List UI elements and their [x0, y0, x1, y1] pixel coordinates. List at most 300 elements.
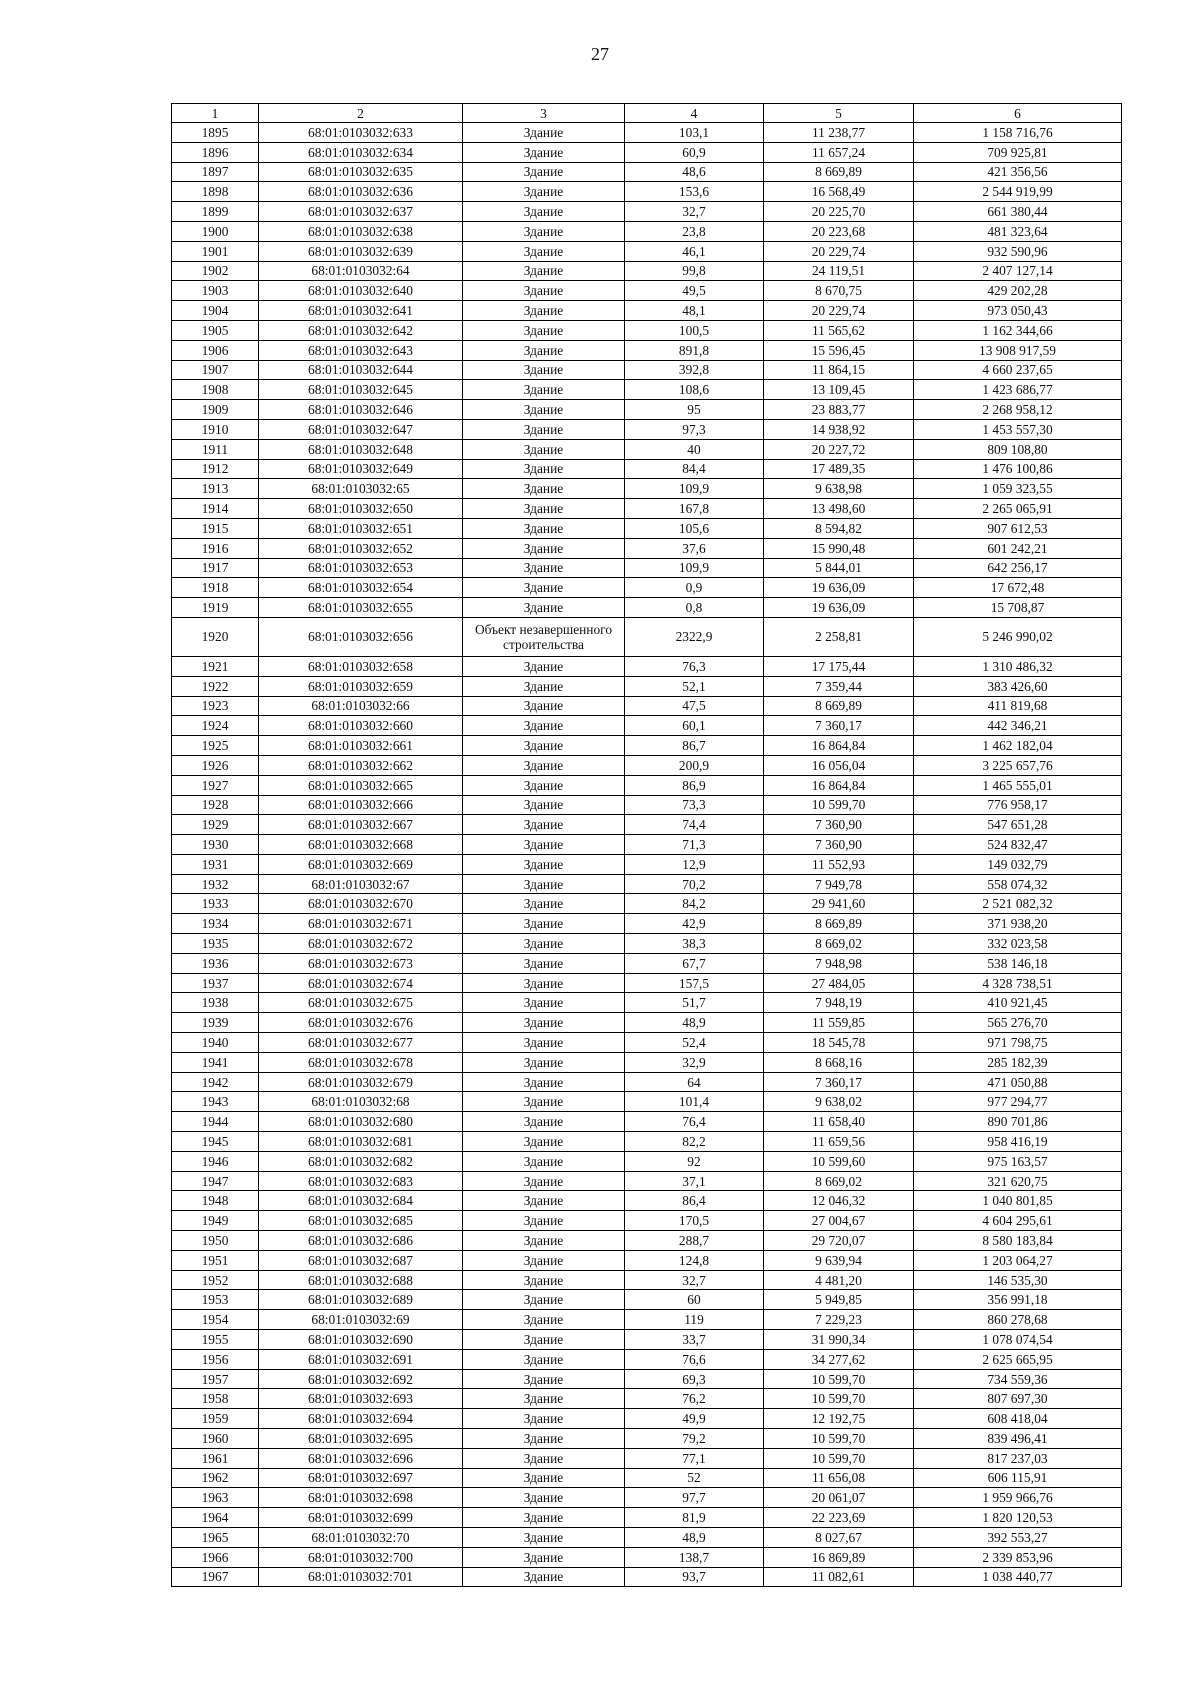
row-number-cell: 1954: [172, 1310, 259, 1330]
cadastral-value-cell: 776 958,17: [914, 795, 1122, 815]
unit-value-cell: 11 552,93: [764, 854, 914, 874]
table-row: [172, 835, 1122, 855]
object-type-cell: Здание: [463, 1310, 625, 1330]
object-type-cell: Здание: [463, 894, 625, 914]
object-type-cell: Здание: [463, 1171, 625, 1191]
area-cell: 48,9: [625, 1527, 764, 1547]
cadastral-value-cell: 1 310 486,32: [914, 656, 1122, 676]
object-type-cell: Здание: [463, 1389, 625, 1409]
object-type-cell: Здание: [463, 518, 625, 538]
table-row: [172, 301, 1122, 321]
table-row: [172, 1369, 1122, 1389]
cadastral-value-cell: 1 476 100,86: [914, 459, 1122, 479]
row-number-cell: 1964: [172, 1508, 259, 1528]
object-type-cell: Здание: [463, 775, 625, 795]
area-cell: 108,6: [625, 380, 764, 400]
area-cell: 69,3: [625, 1369, 764, 1389]
col-4-header: 4: [625, 104, 764, 123]
row-number-cell: 1904: [172, 301, 259, 321]
object-type-cell: Здание: [463, 1270, 625, 1290]
row-number-cell: 1931: [172, 854, 259, 874]
table-row: [172, 1409, 1122, 1429]
object-type-cell: Здание: [463, 676, 625, 696]
object-type-cell: Здание: [463, 598, 625, 618]
table-row: [172, 656, 1122, 676]
row-number-cell: 1902: [172, 261, 259, 281]
cadastral-table: [171, 103, 1122, 1587]
object-type-cell: Здание: [463, 162, 625, 182]
unit-value-cell: 16 568,49: [764, 182, 914, 202]
row-number-cell: 1895: [172, 123, 259, 143]
table-row: [172, 142, 1122, 162]
unit-value-cell: 11 659,56: [764, 1132, 914, 1152]
area-cell: 170,5: [625, 1211, 764, 1231]
cadastral-number-cell: 68:01:0103032:674: [259, 973, 463, 993]
object-type-cell: Здание: [463, 142, 625, 162]
unit-value-cell: 8 669,89: [764, 162, 914, 182]
row-number-cell: 1960: [172, 1429, 259, 1449]
area-cell: 0,9: [625, 578, 764, 598]
object-type-cell: Здание: [463, 499, 625, 519]
cadastral-value-cell: 356 991,18: [914, 1290, 1122, 1310]
cadastral-value-cell: 975 163,57: [914, 1151, 1122, 1171]
unit-value-cell: 12 046,32: [764, 1191, 914, 1211]
unit-value-cell: 8 669,02: [764, 1171, 914, 1191]
cadastral-number-cell: 68:01:0103032:641: [259, 301, 463, 321]
object-type-cell: Здание: [463, 914, 625, 934]
cadastral-value-cell: 1 423 686,77: [914, 380, 1122, 400]
object-type-cell: Здание: [463, 261, 625, 281]
object-type-cell: Здание: [463, 973, 625, 993]
area-cell: 0,8: [625, 598, 764, 618]
cadastral-number-cell: 68:01:0103032:680: [259, 1112, 463, 1132]
unit-value-cell: 23 883,77: [764, 400, 914, 420]
cadastral-number-cell: 68:01:0103032:665: [259, 775, 463, 795]
unit-value-cell: 8 669,89: [764, 914, 914, 934]
cadastral-value-cell: 2 544 919,99: [914, 182, 1122, 202]
object-type-cell: Здание: [463, 1369, 625, 1389]
unit-value-cell: 15 596,45: [764, 340, 914, 360]
object-type-cell: Здание: [463, 1547, 625, 1567]
table-row: [172, 1290, 1122, 1310]
row-number-cell: 1948: [172, 1191, 259, 1211]
row-number-cell: 1926: [172, 755, 259, 775]
area-cell: 79,2: [625, 1429, 764, 1449]
area-cell: 891,8: [625, 340, 764, 360]
area-cell: 105,6: [625, 518, 764, 538]
row-number-cell: 1918: [172, 578, 259, 598]
cadastral-value-cell: 421 356,56: [914, 162, 1122, 182]
unit-value-cell: 10 599,70: [764, 1369, 914, 1389]
object-type-cell: Здание: [463, 1132, 625, 1152]
cadastral-value-cell: 661 380,44: [914, 202, 1122, 222]
unit-value-cell: 20 061,07: [764, 1488, 914, 1508]
table-row: [172, 1211, 1122, 1231]
table-row: [172, 1112, 1122, 1132]
row-number-cell: 1913: [172, 479, 259, 499]
unit-value-cell: 12 192,75: [764, 1409, 914, 1429]
cadastral-value-cell: 809 108,80: [914, 439, 1122, 459]
area-cell: 95: [625, 400, 764, 420]
cadastral-number-cell: 68:01:0103032:668: [259, 835, 463, 855]
cadastral-value-cell: 608 418,04: [914, 1409, 1122, 1429]
cadastral-number-cell: 68:01:0103032:65: [259, 479, 463, 499]
object-type-cell: Здание: [463, 459, 625, 479]
cadastral-value-cell: 17 672,48: [914, 578, 1122, 598]
object-type-cell: Здание: [463, 241, 625, 261]
unit-value-cell: 29 720,07: [764, 1231, 914, 1251]
table-row: [172, 459, 1122, 479]
table-row: [172, 934, 1122, 954]
cadastral-value-cell: 429 202,28: [914, 281, 1122, 301]
cadastral-value-cell: 392 553,27: [914, 1527, 1122, 1547]
cadastral-number-cell: 68:01:0103032:639: [259, 241, 463, 261]
table-row: [172, 123, 1122, 143]
row-number-cell: 1929: [172, 815, 259, 835]
row-number-cell: 1914: [172, 499, 259, 519]
cadastral-number-cell: 68:01:0103032:66: [259, 696, 463, 716]
unit-value-cell: 5 844,01: [764, 558, 914, 578]
table-row: [172, 1231, 1122, 1251]
area-cell: 101,4: [625, 1092, 764, 1112]
cadastral-number-cell: 68:01:0103032:645: [259, 380, 463, 400]
object-type-cell: Здание: [463, 835, 625, 855]
area-cell: 2322,9: [625, 617, 764, 656]
cadastral-number-cell: 68:01:0103032:656: [259, 617, 463, 656]
table-row: [172, 578, 1122, 598]
cadastral-number-cell: 68:01:0103032:662: [259, 755, 463, 775]
cadastral-number-cell: 68:01:0103032:698: [259, 1488, 463, 1508]
object-type-cell: Здание: [463, 1290, 625, 1310]
object-type-cell: Здание: [463, 1033, 625, 1053]
table-row: [172, 874, 1122, 894]
cadastral-number-cell: 68:01:0103032:684: [259, 1191, 463, 1211]
row-number-cell: 1953: [172, 1290, 259, 1310]
cadastral-value-cell: 4 660 237,65: [914, 360, 1122, 380]
area-cell: 48,1: [625, 301, 764, 321]
area-cell: 99,8: [625, 261, 764, 281]
area-cell: 49,9: [625, 1409, 764, 1429]
row-number-cell: 1963: [172, 1488, 259, 1508]
object-type-cell: Здание: [463, 538, 625, 558]
cadastral-value-cell: 890 701,86: [914, 1112, 1122, 1132]
col-6-header: 6: [914, 104, 1122, 123]
row-number-cell: 1952: [172, 1270, 259, 1290]
area-cell: 138,7: [625, 1547, 764, 1567]
table-row: [172, 340, 1122, 360]
cadastral-value-cell: 2 625 665,95: [914, 1349, 1122, 1369]
object-type-cell: Здание: [463, 656, 625, 676]
unit-value-cell: 2 258,81: [764, 617, 914, 656]
cadastral-value-cell: 410 921,45: [914, 993, 1122, 1013]
cadastral-value-cell: 1 462 182,04: [914, 736, 1122, 756]
cadastral-number-cell: 68:01:0103032:693: [259, 1389, 463, 1409]
unit-value-cell: 13 498,60: [764, 499, 914, 519]
row-number-cell: 1919: [172, 598, 259, 618]
row-number-cell: 1911: [172, 439, 259, 459]
area-cell: 70,2: [625, 874, 764, 894]
cadastral-number-cell: 68:01:0103032:636: [259, 182, 463, 202]
object-type-cell: Здание: [463, 1429, 625, 1449]
table-row: [172, 320, 1122, 340]
area-cell: 86,9: [625, 775, 764, 795]
cadastral-number-cell: 68:01:0103032:695: [259, 1429, 463, 1449]
table-row: [172, 360, 1122, 380]
unit-value-cell: 20 225,70: [764, 202, 914, 222]
area-cell: 84,2: [625, 894, 764, 914]
page-number: 27: [591, 44, 609, 64]
table-row: [172, 538, 1122, 558]
object-type-cell: Здание: [463, 1231, 625, 1251]
row-number-cell: 1949: [172, 1211, 259, 1231]
area-cell: 97,3: [625, 419, 764, 439]
cadastral-number-cell: 68:01:0103032:699: [259, 1508, 463, 1528]
cadastral-value-cell: 383 426,60: [914, 676, 1122, 696]
cadastral-value-cell: 709 925,81: [914, 142, 1122, 162]
cadastral-value-cell: 817 237,03: [914, 1448, 1122, 1468]
object-type-cell: Здание: [463, 736, 625, 756]
table-row: [172, 281, 1122, 301]
unit-value-cell: 8 027,67: [764, 1527, 914, 1547]
row-number-cell: 1944: [172, 1112, 259, 1132]
area-cell: 48,9: [625, 1013, 764, 1033]
cadastral-number-cell: 68:01:0103032:648: [259, 439, 463, 459]
area-cell: 82,2: [625, 1132, 764, 1152]
unit-value-cell: 14 938,92: [764, 419, 914, 439]
cadastral-value-cell: 839 496,41: [914, 1429, 1122, 1449]
cadastral-number-cell: 68:01:0103032:67: [259, 874, 463, 894]
cadastral-number-cell: 68:01:0103032:687: [259, 1250, 463, 1270]
object-type-cell: Здание: [463, 1072, 625, 1092]
area-cell: 76,2: [625, 1389, 764, 1409]
row-number-cell: 1957: [172, 1369, 259, 1389]
table-row: [172, 1488, 1122, 1508]
col-3-header: 3: [463, 104, 625, 123]
object-type-cell: Здание: [463, 1151, 625, 1171]
cadastral-number-cell: 68:01:0103032:670: [259, 894, 463, 914]
area-cell: 288,7: [625, 1231, 764, 1251]
unit-value-cell: 9 638,02: [764, 1092, 914, 1112]
area-cell: 93,7: [625, 1567, 764, 1587]
object-type-cell: Здание: [463, 716, 625, 736]
object-type-cell: Здание: [463, 1112, 625, 1132]
row-number-cell: 1941: [172, 1052, 259, 1072]
cadastral-number-cell: 68:01:0103032:675: [259, 993, 463, 1013]
row-number-cell: 1965: [172, 1527, 259, 1547]
object-type-cell: Здание: [463, 1468, 625, 1488]
table-row: [172, 1349, 1122, 1369]
object-type-cell: Здание: [463, 1330, 625, 1350]
table-row: [172, 1448, 1122, 1468]
unit-value-cell: 11 864,15: [764, 360, 914, 380]
area-cell: 119: [625, 1310, 764, 1330]
cadastral-value-cell: 411 819,68: [914, 696, 1122, 716]
unit-value-cell: 16 056,04: [764, 755, 914, 775]
cadastral-value-cell: 2 268 958,12: [914, 400, 1122, 420]
table-row: [172, 973, 1122, 993]
unit-value-cell: 11 658,40: [764, 1112, 914, 1132]
row-number-cell: 1908: [172, 380, 259, 400]
cadastral-value-cell: 1 820 120,53: [914, 1508, 1122, 1528]
unit-value-cell: 11 565,62: [764, 320, 914, 340]
row-number-cell: 1951: [172, 1250, 259, 1270]
cadastral-number-cell: 68:01:0103032:640: [259, 281, 463, 301]
cadastral-value-cell: 2 265 065,91: [914, 499, 1122, 519]
area-cell: 76,3: [625, 656, 764, 676]
table-row: [172, 1191, 1122, 1211]
cadastral-value-cell: 2 407 127,14: [914, 261, 1122, 281]
cadastral-value-cell: 2 339 853,96: [914, 1547, 1122, 1567]
area-cell: 200,9: [625, 755, 764, 775]
object-type-cell: Здание: [463, 1527, 625, 1547]
cadastral-number-cell: 68:01:0103032:672: [259, 934, 463, 954]
row-number-cell: 1909: [172, 400, 259, 420]
table-row: [172, 439, 1122, 459]
row-number-cell: 1923: [172, 696, 259, 716]
cadastral-number-cell: 68:01:0103032:652: [259, 538, 463, 558]
table-row: [172, 1092, 1122, 1112]
unit-value-cell: 20 229,74: [764, 301, 914, 321]
unit-value-cell: 16 864,84: [764, 775, 914, 795]
row-number-cell: 1958: [172, 1389, 259, 1409]
row-number-cell: 1915: [172, 518, 259, 538]
object-type-cell: Здание: [463, 301, 625, 321]
area-cell: 109,9: [625, 558, 764, 578]
cadastral-number-cell: 68:01:0103032:666: [259, 795, 463, 815]
cadastral-number-cell: 68:01:0103032:650: [259, 499, 463, 519]
cadastral-value-cell: 1 038 440,77: [914, 1567, 1122, 1587]
unit-value-cell: 20 227,72: [764, 439, 914, 459]
cadastral-value-cell: 1 059 323,55: [914, 479, 1122, 499]
object-type-cell: Здание: [463, 854, 625, 874]
table-row: [172, 696, 1122, 716]
cadastral-number-cell: 68:01:0103032:654: [259, 578, 463, 598]
area-cell: 37,6: [625, 538, 764, 558]
cadastral-value-cell: 285 182,39: [914, 1052, 1122, 1072]
area-cell: 51,7: [625, 993, 764, 1013]
unit-value-cell: 11 657,24: [764, 142, 914, 162]
cadastral-number-cell: 68:01:0103032:694: [259, 1409, 463, 1429]
object-type-cell: Здание: [463, 123, 625, 143]
area-cell: 92: [625, 1151, 764, 1171]
table-row: [172, 1072, 1122, 1092]
row-number-cell: 1903: [172, 281, 259, 301]
row-number-cell: 1959: [172, 1409, 259, 1429]
table-header-row: [172, 104, 1122, 123]
cadastral-number-cell: 68:01:0103032:676: [259, 1013, 463, 1033]
row-number-cell: 1937: [172, 973, 259, 993]
row-number-cell: 1920: [172, 617, 259, 656]
area-cell: 64: [625, 1072, 764, 1092]
table-row: [172, 1151, 1122, 1171]
table-row: [172, 1052, 1122, 1072]
table-row: [172, 1389, 1122, 1409]
cadastral-value-cell: 958 416,19: [914, 1132, 1122, 1152]
cadastral-number-cell: 68:01:0103032:64: [259, 261, 463, 281]
row-number-cell: 1942: [172, 1072, 259, 1092]
row-number-cell: 1947: [172, 1171, 259, 1191]
object-type-cell: Здание: [463, 1013, 625, 1033]
object-type-cell: Здание: [463, 755, 625, 775]
area-cell: 60,9: [625, 142, 764, 162]
cadastral-value-cell: 481 323,64: [914, 221, 1122, 241]
area-cell: 40: [625, 439, 764, 459]
cadastral-value-cell: 442 346,21: [914, 716, 1122, 736]
cadastral-value-cell: 1 465 555,01: [914, 775, 1122, 795]
cadastral-value-cell: 5 246 990,02: [914, 617, 1122, 656]
cadastral-value-cell: 371 938,20: [914, 914, 1122, 934]
table-row: [172, 1171, 1122, 1191]
unit-value-cell: 10 599,60: [764, 1151, 914, 1171]
unit-value-cell: 10 599,70: [764, 1389, 914, 1409]
cadastral-number-cell: 68:01:0103032:642: [259, 320, 463, 340]
row-number-cell: 1905: [172, 320, 259, 340]
object-type-cell: Здание: [463, 1409, 625, 1429]
area-cell: 32,9: [625, 1052, 764, 1072]
cadastral-number-cell: 68:01:0103032:683: [259, 1171, 463, 1191]
object-type-cell: Здание: [463, 558, 625, 578]
cadastral-number-cell: 68:01:0103032:673: [259, 953, 463, 973]
col-5-header: 5: [764, 104, 914, 123]
object-type-cell: Здание: [463, 1191, 625, 1211]
table-row: [172, 479, 1122, 499]
unit-value-cell: 7 360,90: [764, 815, 914, 835]
cadastral-number-cell: 68:01:0103032:660: [259, 716, 463, 736]
unit-value-cell: 24 119,51: [764, 261, 914, 281]
cadastral-value-cell: 907 612,53: [914, 518, 1122, 538]
cadastral-value-cell: 8 580 183,84: [914, 1231, 1122, 1251]
unit-value-cell: 29 941,60: [764, 894, 914, 914]
unit-value-cell: 19 636,09: [764, 598, 914, 618]
unit-value-cell: 7 948,19: [764, 993, 914, 1013]
object-type-cell: Здание: [463, 400, 625, 420]
table-row: [172, 1132, 1122, 1152]
area-cell: 109,9: [625, 479, 764, 499]
cadastral-value-cell: 977 294,77: [914, 1092, 1122, 1112]
area-cell: 48,6: [625, 162, 764, 182]
unit-value-cell: 10 599,70: [764, 795, 914, 815]
cadastral-value-cell: 4 604 295,61: [914, 1211, 1122, 1231]
unit-value-cell: 13 109,45: [764, 380, 914, 400]
row-number-cell: 1945: [172, 1132, 259, 1152]
row-number-cell: 1898: [172, 182, 259, 202]
row-number-cell: 1943: [172, 1092, 259, 1112]
table-row: [172, 755, 1122, 775]
unit-value-cell: 7 229,23: [764, 1310, 914, 1330]
unit-value-cell: 5 949,85: [764, 1290, 914, 1310]
row-number-cell: 1939: [172, 1013, 259, 1033]
unit-value-cell: 8 594,82: [764, 518, 914, 538]
unit-value-cell: 17 175,44: [764, 656, 914, 676]
unit-value-cell: 11 559,85: [764, 1013, 914, 1033]
object-type-cell: Здание: [463, 795, 625, 815]
cadastral-value-cell: 538 146,18: [914, 953, 1122, 973]
cadastral-number-cell: 68:01:0103032:637: [259, 202, 463, 222]
object-type-cell: Здание: [463, 1508, 625, 1528]
unit-value-cell: 27 004,67: [764, 1211, 914, 1231]
cadastral-value-cell: 860 278,68: [914, 1310, 1122, 1330]
cadastral-value-cell: 471 050,88: [914, 1072, 1122, 1092]
table-row: [172, 1429, 1122, 1449]
table-row: [172, 1527, 1122, 1547]
object-type-cell: Здание: [463, 221, 625, 241]
cadastral-number-cell: 68:01:0103032:685: [259, 1211, 463, 1231]
unit-value-cell: 19 636,09: [764, 578, 914, 598]
row-number-cell: 1956: [172, 1349, 259, 1369]
table-row: [172, 558, 1122, 578]
row-number-cell: 1935: [172, 934, 259, 954]
cadastral-value-cell: 321 620,75: [914, 1171, 1122, 1191]
